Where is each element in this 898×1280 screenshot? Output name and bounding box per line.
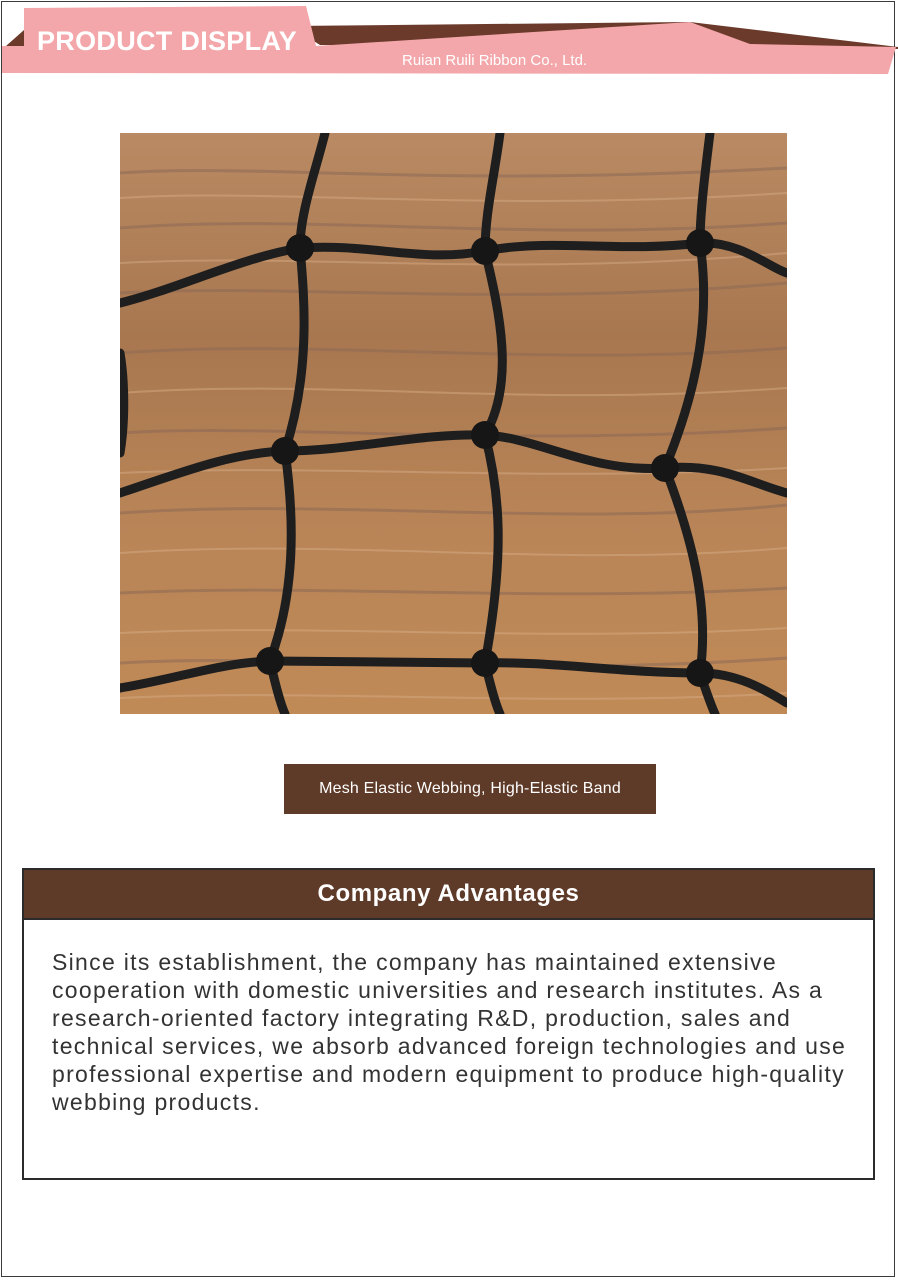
product-photo: [120, 133, 787, 714]
advantages-header: [24, 870, 873, 920]
product-caption: Mesh Elastic Webbing, High-Elastic Band: [284, 764, 656, 814]
company-name: Ruian Ruili Ribbon Co., Ltd.: [402, 52, 588, 69]
mesh-webbing-image: [120, 133, 787, 714]
header-banner: [0, 0, 898, 80]
company-advantages-section: [22, 868, 875, 1180]
advantages-title: Company Advantages: [317, 880, 580, 907]
page-title: PRODUCT DISPLAY: [37, 26, 298, 56]
advantages-body: Since its establishment, the company has maintained extensive cooperation with domestic universities and research institutes. As a research-oriented factory integrating R&D, production, sales and technical services, we absorb advanced foreign technologies and use professional expertise and modern equipment to produce high-quality webbing products.: [52, 949, 847, 1115]
